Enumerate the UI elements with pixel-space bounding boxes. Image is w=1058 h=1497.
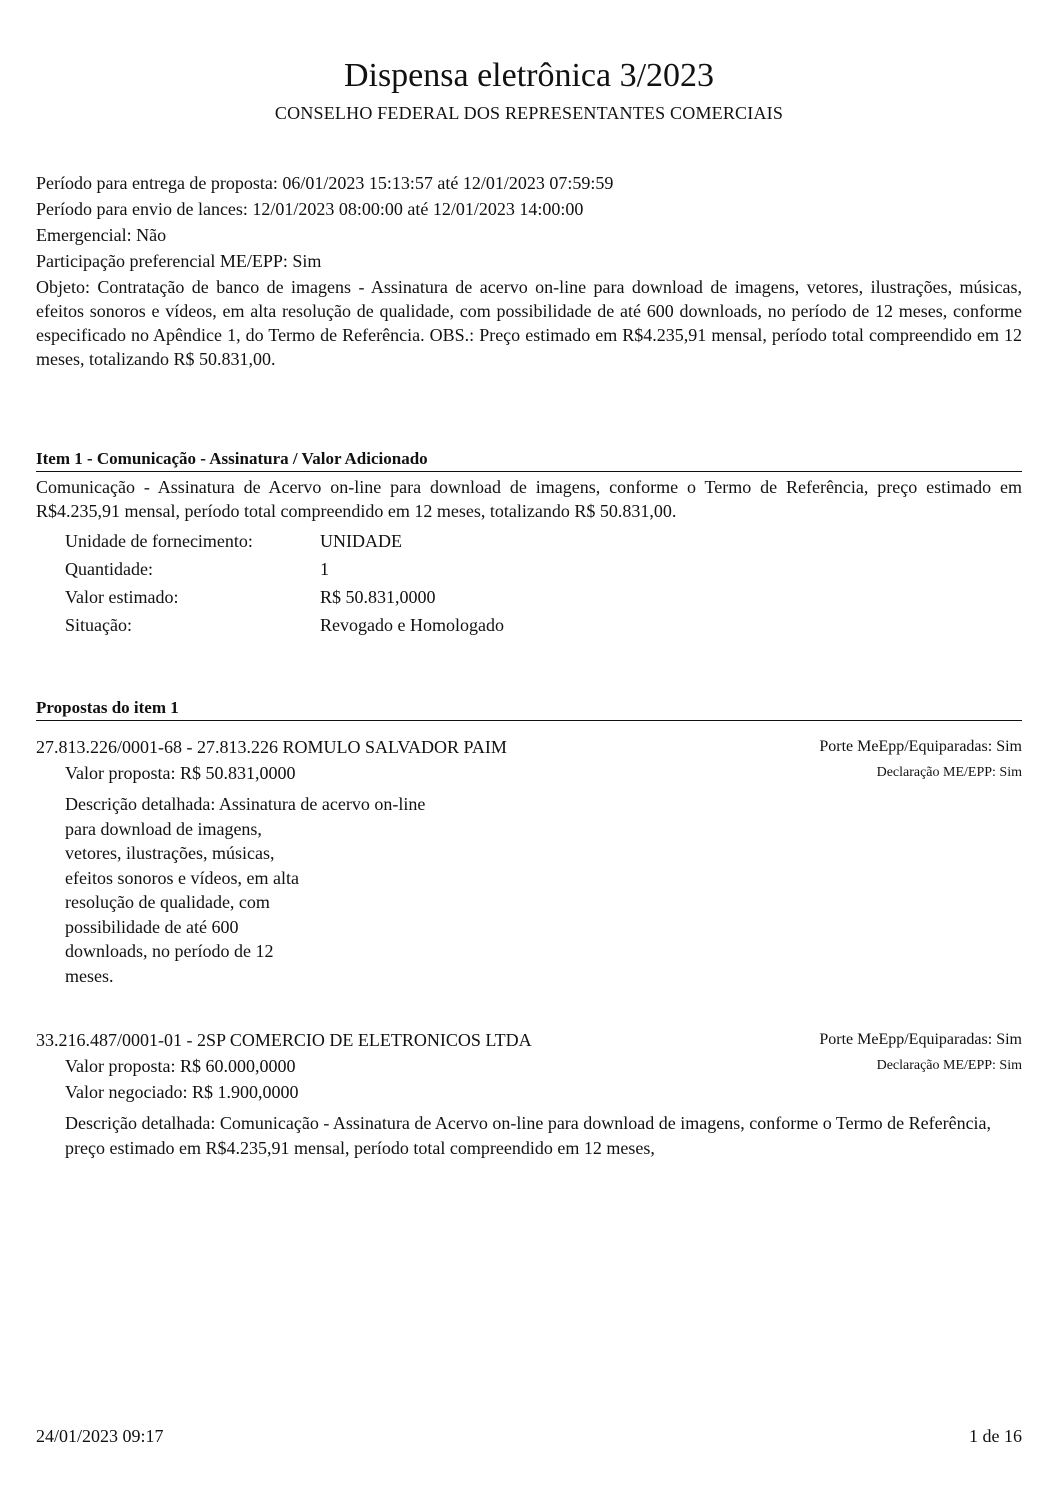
field-value: UNIDADE — [320, 531, 402, 551]
descricao-line: Descrição detalhada: Assinatura de acervo on-line — [65, 794, 426, 814]
item-section — [36, 448, 1022, 639]
proposal-2 — [36, 1027, 1022, 1160]
print-timestamp: 24/01/2023 09:17 — [36, 1426, 164, 1446]
descricao-detalhada: Descrição detalhada: Comunicação - Assinatura de Acervo on-line para download de imagens, conforme o Termo de Referência, preço estimado em R$4.235,91 mensal, período total compreendido em 12 meses, — [65, 1113, 992, 1158]
field-label: Situação: — [65, 615, 132, 635]
descricao-line: vetores, ilustrações, músicas, — [65, 843, 275, 863]
descricao-line: efeitos sonoros e vídeos, em alta — [65, 867, 299, 888]
emergencial: Emergencial: Não — [36, 225, 167, 245]
proposal-supplier: 33.216.487/0001-01 - 2SP COMERCIO DE ELETRONICOS LTDA — [36, 1030, 532, 1050]
document-title: Dispensa eletrônica 3/2023 — [343, 57, 715, 94]
proposal-supplier: 27.813.226/0001-68 - 27.813.226 ROMULO SALVADOR PAIM — [36, 737, 507, 757]
declaracao-me-epp: Declaração ME/EPP: Sim — [876, 1058, 1022, 1073]
proposal-1 — [36, 734, 1022, 988]
field-label: Quantidade: — [65, 559, 153, 579]
declaracao-me-epp: Declaração ME/EPP: Sim — [876, 765, 1022, 780]
field-value: R$ 50.831,0000 — [320, 587, 436, 607]
descricao-line: meses. — [65, 965, 114, 986]
porte-me-epp: Porte MeEpp/Equiparadas: Sim — [819, 738, 1022, 755]
field-quantidade — [65, 555, 1022, 583]
item-description: Comunicação - Assinatura de Acervo on-line para download de imagens, conforme o Termo de Referência, preço estimado em R$4.235,91 mensal, período total compreendido em 12 meses, totalizando R$ 50.831,00. — [36, 477, 1022, 521]
field-situacao — [65, 611, 1022, 639]
participacao-preferencial: Participação preferencial ME/EPP: Sim — [36, 251, 322, 271]
descricao-line: possibilidade de até 600 — [65, 916, 239, 937]
descricao-line: resolução de qualidade, com — [65, 892, 270, 912]
field-valor-estimado — [65, 583, 1022, 611]
valor-proposta: Valor proposta: R$ 60.000,0000 — [65, 1056, 296, 1076]
valor-proposta: Valor proposta: R$ 50.831,0000 — [65, 763, 296, 783]
periodo-lances: Período para envio de lances: 12/01/2023 08:00:00 até 12/01/2023 14:00:00 — [36, 199, 584, 219]
descricao-detalhada — [65, 792, 525, 988]
field-label: Unidade de fornecimento: — [65, 531, 253, 551]
page-number: 1 de 16 — [969, 1426, 1022, 1446]
field-label: Valor estimado: — [65, 587, 179, 607]
field-value: Revogado e Homologado — [320, 615, 504, 635]
proposals-heading: Propostas do item 1 — [36, 697, 1022, 721]
organization-name: CONSELHO FEDERAL DOS REPRESENTANTES COMERCIAIS — [274, 103, 784, 123]
periodo-proposta: Período para entrega de proposta: 06/01/2023 15:13:57 até 12/01/2023 07:59:59 — [36, 173, 614, 193]
valor-negociado: Valor negociado: R$ 1.900,0000 — [65, 1082, 299, 1102]
field-unidade — [65, 527, 1022, 555]
descricao-line: downloads, no período de 12 — [65, 941, 274, 961]
objeto-text: Objeto: Contratação de banco de imagens - Assinatura de acervo on-line para download de imagens, vetores, ilustrações, músicas, efeitos sonoros e vídeos, em alta resolução de qualidade, com possibilidade de até 600 downloads, no período de 12 meses, conforme especificado no Apêndice 1, do Termo de Referência. OBS.: Preço estimado em R$4.235,91 mensal, período total compreendido em 12 meses, totalizando R$ 50.831,00. — [36, 277, 1022, 369]
proposals-section — [36, 697, 1022, 721]
field-value: 1 — [320, 559, 329, 579]
porte-me-epp: Porte MeEpp/Equiparadas: Sim — [819, 1031, 1022, 1048]
dispensa-info — [36, 170, 1022, 371]
item-heading: Item 1 - Comunicação - Assinatura / Valor Adicionado — [36, 448, 1022, 472]
item-fields — [65, 527, 1022, 639]
descricao-line: para download de imagens, — [65, 818, 262, 839]
